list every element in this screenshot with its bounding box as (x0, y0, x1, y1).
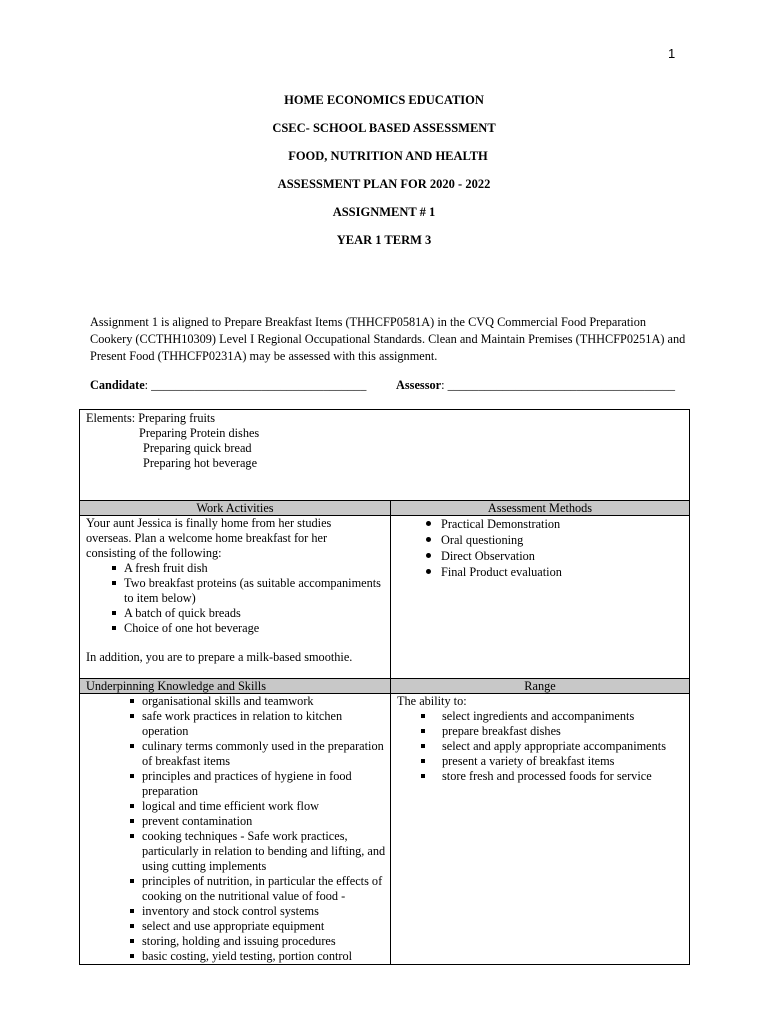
list-item: present a variety of breakfast items (397, 754, 689, 769)
heading-plan: ASSESSMENT PLAN FOR 2020 - 2022 (277, 177, 491, 191)
list-item: A fresh fruit dish (86, 561, 390, 576)
work-text-line: consisting of the following: (86, 546, 222, 560)
assessment-methods-header: Assessment Methods (391, 501, 690, 516)
range-list (397, 709, 689, 784)
candidate-blank: : ___________________________________ (144, 378, 367, 392)
heading-assessment-type: CSEC- SCHOOL BASED ASSESSMENT (272, 121, 496, 135)
list-item: culinary terms commonly used in the preparation of breakfast items (98, 739, 390, 769)
list-item: Two breakfast proteins (as suitable accompaniments to item below) (86, 576, 390, 606)
range-cell (391, 694, 690, 965)
candidate-line (90, 378, 366, 393)
list-item: safe work practices in relation to kitchen operation (98, 709, 390, 739)
list-item: Final Product evaluation (397, 564, 689, 580)
elements-label: Elements: Preparing fruits (86, 411, 216, 425)
work-activities-header: Work Activities (80, 501, 391, 516)
list-item: principles and practices of hygiene in food preparation (98, 769, 390, 799)
assessor-blank: : _____________________________________ (441, 378, 676, 392)
list-item: Choice of one hot beverage (86, 621, 390, 636)
list-item: organisational skills and teamwork (98, 694, 390, 709)
list-item: prepare breakfast dishes (397, 724, 689, 739)
knowledge-cell (80, 694, 391, 965)
smoothie-note: In addition, you are to prepare a milk-based smoothie. (86, 650, 353, 664)
candidate-label: Candidate (90, 378, 145, 392)
assessor-label: Assessor (396, 378, 442, 392)
assessor-line (396, 378, 675, 393)
heading-subject: FOOD, NUTRITION AND HEALTH (288, 149, 488, 163)
heading-assignment: ASSIGNMENT # 1 (332, 205, 436, 219)
element-item: Preparing hot beverage (143, 456, 258, 470)
range-intro: The ability to: (397, 694, 467, 708)
list-item: store fresh and processed foods for service (397, 769, 689, 784)
elements-cell (80, 410, 690, 501)
list-item: select and apply appropriate accompaniments (397, 739, 689, 754)
page-number: 1 (668, 46, 676, 61)
knowledge-list (86, 694, 390, 964)
range-header: Range (391, 679, 690, 694)
element-item: Preparing Protein dishes (139, 426, 260, 440)
list-item: Practical Demonstration (397, 516, 689, 532)
list-item: cooking techniques - Safe work practices, particularly in relation to bending and lifting, and using cutting implements (98, 829, 390, 874)
list-item: basic costing, yield testing, portion control (98, 949, 390, 964)
assessment-methods-cell (391, 516, 690, 679)
assessment-table (79, 409, 690, 965)
list-item: prevent contamination (98, 814, 390, 829)
list-item: principles of nutrition, in particular the effects of cooking on the nutritional value of food - (98, 874, 390, 904)
element-item: Preparing quick bread (143, 441, 252, 455)
heading-department: HOME ECONOMICS EDUCATION (284, 93, 484, 107)
list-item: A batch of quick breads (86, 606, 390, 621)
work-text-line: overseas. Plan a welcome home breakfast for her (86, 531, 328, 545)
list-item: select and use appropriate equipment (98, 919, 390, 934)
methods-list (397, 516, 689, 580)
list-item: inventory and stock control systems (98, 904, 390, 919)
work-activities-cell (80, 516, 391, 679)
list-item: Oral questioning (397, 532, 689, 548)
work-text-line: Your aunt Jessica is finally home from her studies (86, 516, 332, 530)
knowledge-header: Underpinning Knowledge and Skills (80, 679, 391, 694)
list-item: select ingredients and accompaniments (397, 709, 689, 724)
breakfast-items-list (86, 561, 390, 636)
list-item: logical and time efficient work flow (98, 799, 390, 814)
intro-paragraph: Assignment 1 is aligned to Prepare Breakfast Items (THHCFP0581A) in the CVQ Commercial Food Preparation Cookery (CCTHH10309) Level I Regional Occupational Standards. Clean and Maintain Premises (THHCFP0251A) and Present Food (THHCFP0231A) may be assessed with this assignment. (90, 315, 686, 363)
list-item: storing, holding and issuing procedures (98, 934, 390, 949)
list-item: Direct Observation (397, 548, 689, 564)
heading-year-term: YEAR 1 TERM 3 (336, 233, 432, 247)
